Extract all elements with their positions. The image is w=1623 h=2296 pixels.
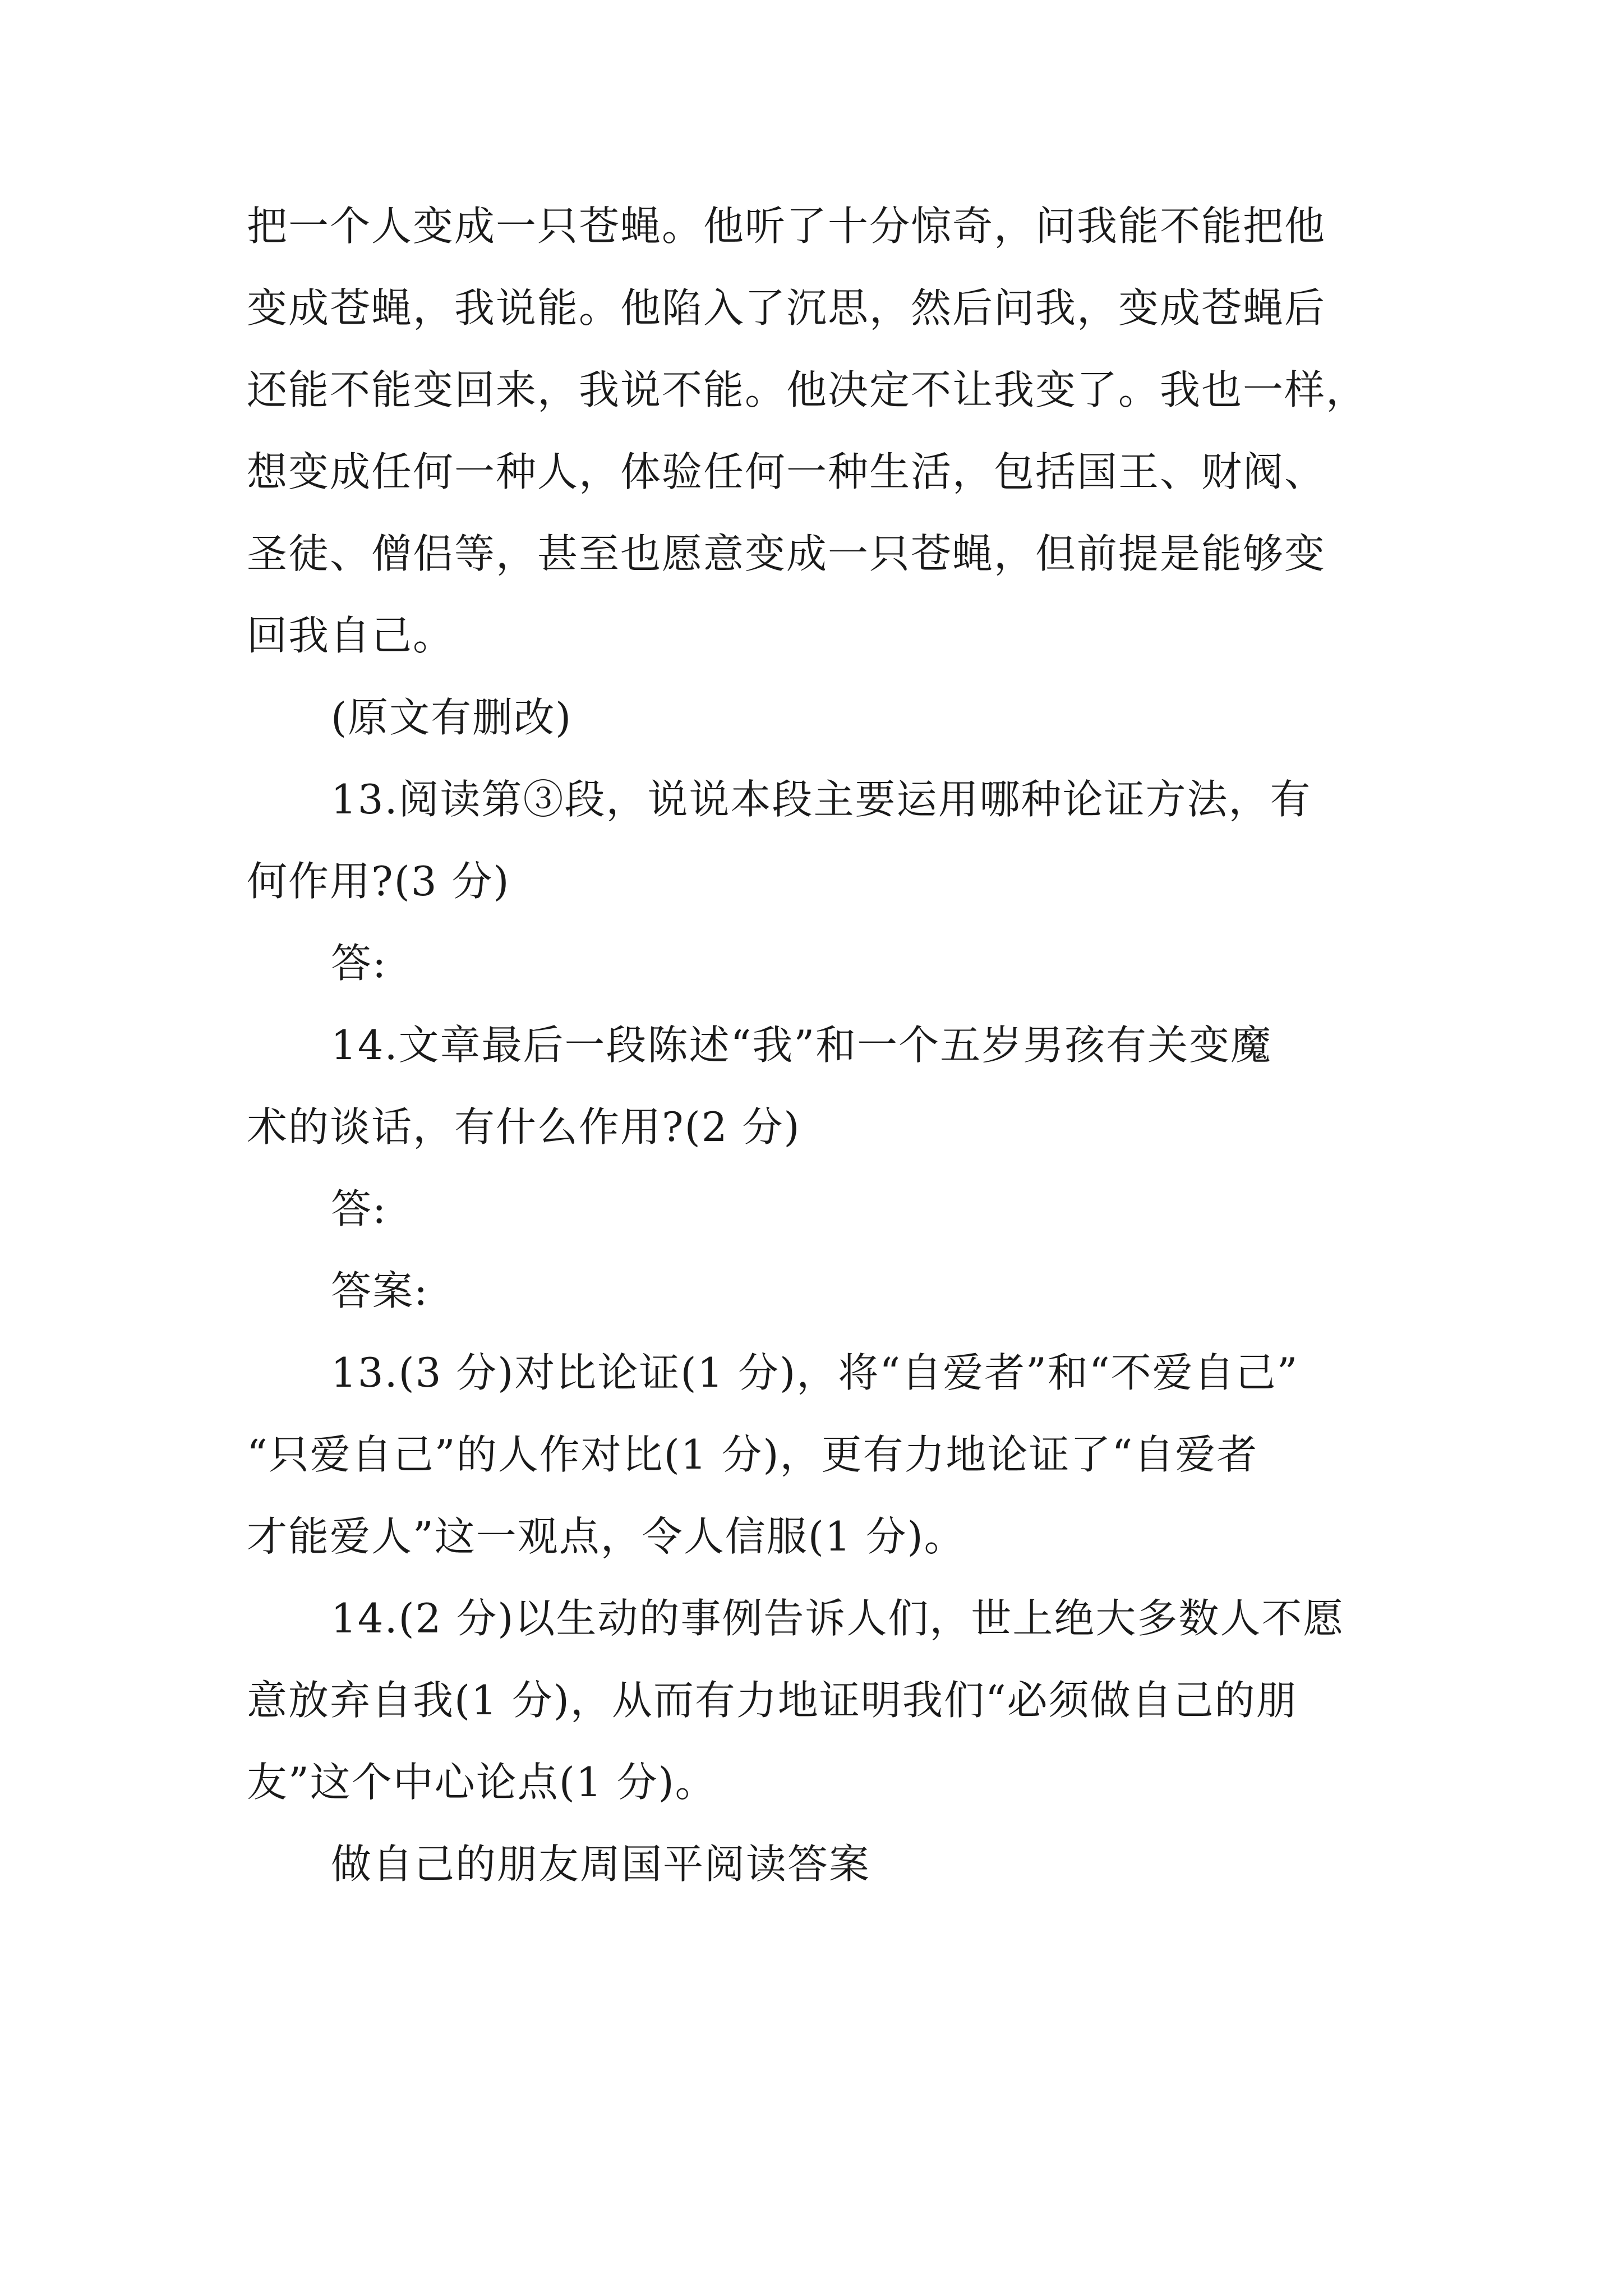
document-footer-title: 做自己的朋友周国平阅读答案 [331,1841,871,1888]
answer-13-cont: “只爱自己”的人作对比(1 分)，更有力地论证了“自爱者 [247,1431,1258,1478]
text-line: 圣徒、僧侣等，甚至也愿意变成一只苍蝇，但前提是能够变 [247,530,1326,577]
text-line: 想变成任何一种人，体验任何一种生活，包括国王、财阀、 [247,448,1326,495]
answer-label: 答: [331,1185,388,1232]
answer-label: 答: [331,940,388,987]
source-note: (原文有删改) [331,694,573,741]
text-line: 还能不能变回来，我说不能。他决定不让我变了。我也一样， [247,366,1368,413]
question-13-cont: 何作用?(3 分) [247,858,510,905]
question-13: 13.阅读第③段，说说本段主要运用哪种论证方法，有 [331,776,1312,823]
question-14-cont: 术的谈话，有什么作用?(2 分) [247,1103,801,1151]
answer-14-cont: 意放弃自我(1 分)，从而有力地证明我们“必须做自己的朋 [247,1677,1298,1724]
text-line: 回我自己。 [247,612,455,659]
text-line: 变成苍蝇，我说能。他陷入了沉思，然后问我，变成苍蝇后 [247,284,1326,332]
answer-14: 14.(2 分)以生动的事例告诉人们，世上绝大多数人不愿 [331,1595,1345,1642]
text-line: 把一个人变成一只苍蝇。他听了十分惊奇，问我能不能把他 [247,203,1326,250]
answer-13-cont: 才能爱人”这一观点，令人信服(1 分)。 [247,1513,966,1560]
question-14: 14.文章最后一段陈述“我”和一个五岁男孩有关变魔 [331,1022,1272,1069]
answers-heading: 答案: [331,1267,429,1314]
document-body [247,199,1391,1919]
answer-13: 13.(3 分)对比论证(1 分)，将“自爱者”和“不爱自己” [331,1349,1299,1396]
answer-14-cont: 友”这个中心论点(1 分)。 [247,1759,717,1806]
